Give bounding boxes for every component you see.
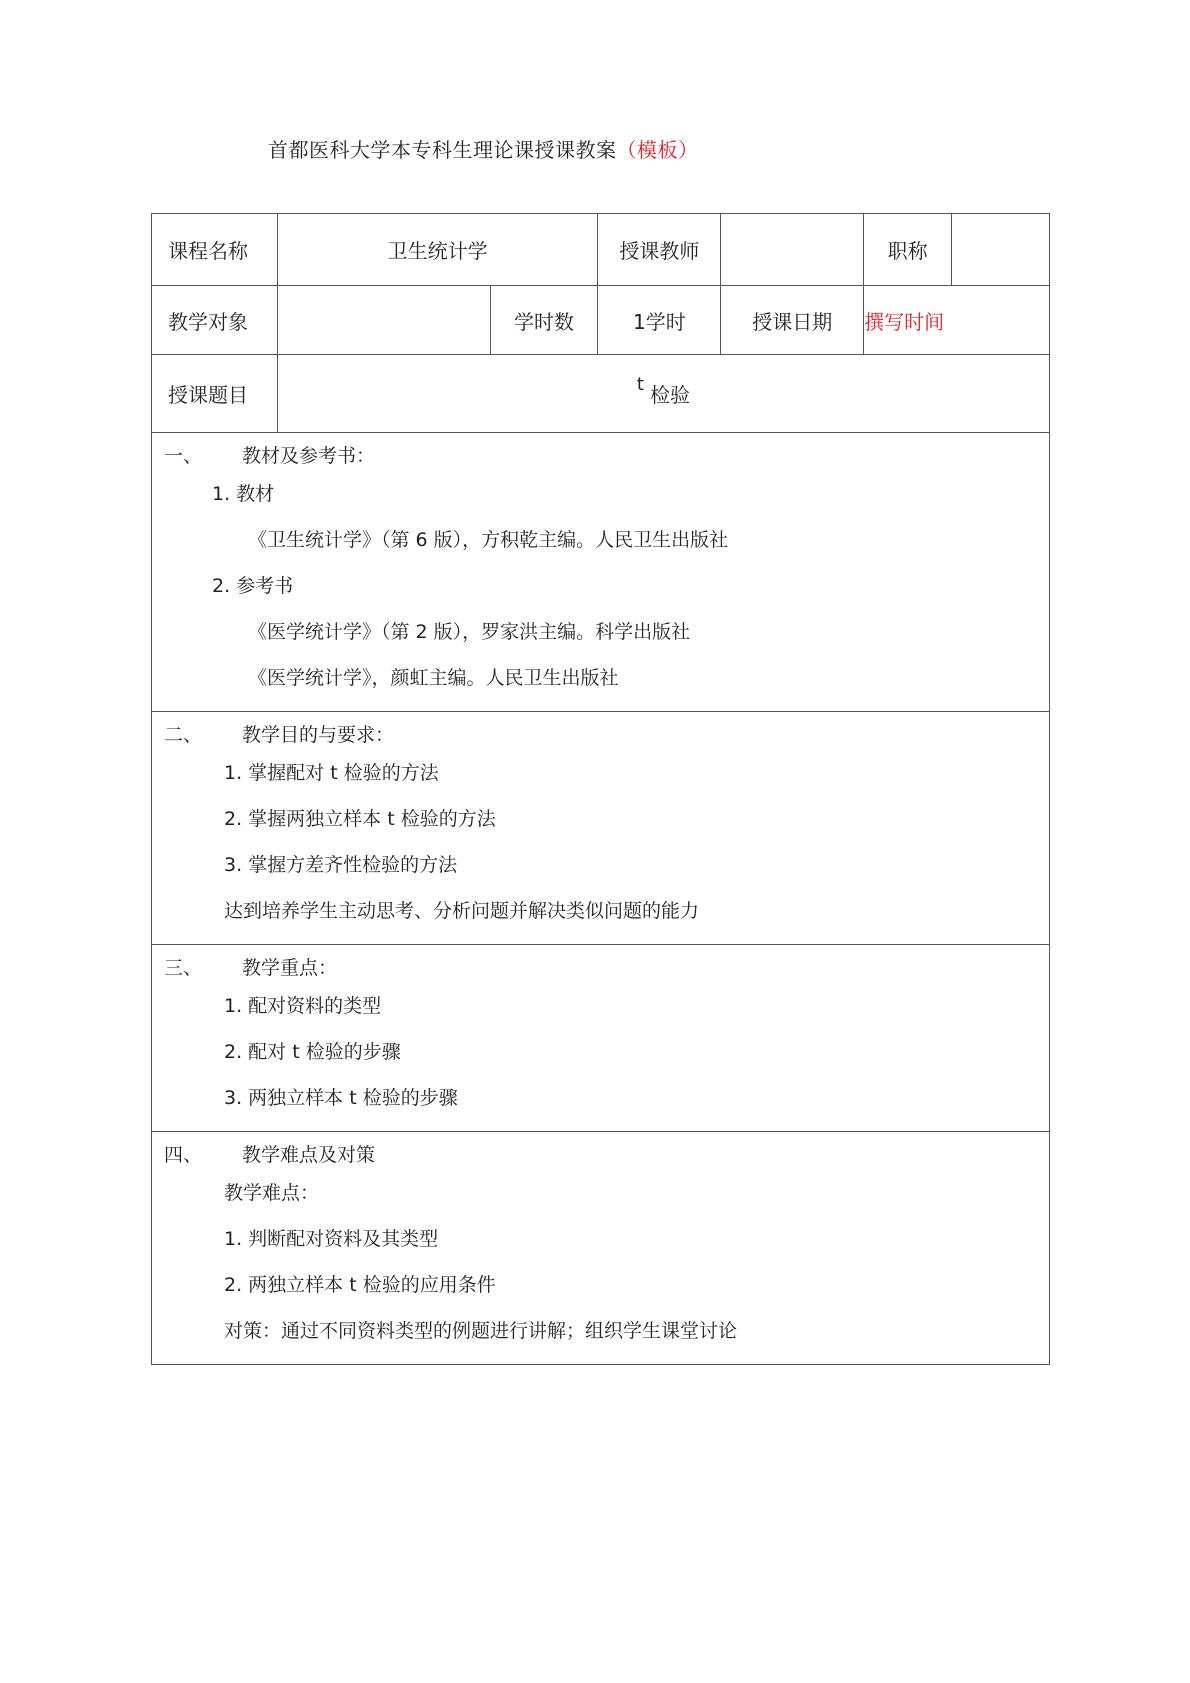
topic-t: t [636,374,644,395]
list-item: 《医学统计学》，颜虹主编。人民卫生出版社 [248,667,619,689]
title-paren: ） [678,138,699,162]
section-title: 教学难点及对策 [242,1144,376,1166]
list-item: 2. 配对 t 检验的步骤 [224,1041,401,1063]
teacher-value [721,214,864,286]
list-item: 3. 两独立样本 t 检验的步骤 [224,1087,458,1109]
section-number: 二、 [164,724,203,746]
topic-label: 授课题目 [152,355,278,433]
section-number: 一、 [164,445,203,467]
section-objectives [152,712,1050,945]
section-key-points [152,945,1050,1132]
section-title: 教学重点： [242,957,338,979]
list-item: 《卫生统计学》（第 6 版），方积乾主编。人民卫生出版社 [248,529,729,551]
rank-value [952,214,1050,286]
document-title [268,134,699,163]
audience-value [277,286,490,355]
course-name-label: 课程名称 [152,214,278,286]
list-item: 2. 参考书 [212,575,294,597]
audience-label: 教学对象 [152,286,278,355]
list-item: 1. 教材 [212,483,275,505]
topic-text: 检验 [649,383,690,407]
section-title: 教材及参考书： [242,445,376,467]
title-paren: （ [616,138,637,162]
list-item: 1. 掌握配对 t 检验的方法 [224,762,439,784]
list-item: 1. 判断配对资料及其类型 [224,1228,439,1250]
list-item: 2. 掌握两独立样本 t 检验的方法 [224,808,496,830]
lesson-plan-table [151,213,1050,1365]
list-item: 1. 配对资料的类型 [224,995,382,1017]
date-label: 授课日期 [721,286,864,355]
list-item: 达到培养学生主动思考、分析问题并解决类似问题的能力 [224,900,700,922]
teacher-label: 授课教师 [598,214,721,286]
date-value: 撰写时间 [864,286,1050,355]
section-textbooks [152,433,1050,712]
rank-label: 职称 [864,214,952,286]
list-item: 2. 两独立样本 t 检验的应用条件 [224,1274,496,1296]
title-template-tag: 模板 [637,138,678,162]
list-item: 教学难点： [224,1182,320,1204]
section-number: 三、 [164,957,203,979]
title-main: 首都医科大学本专科生理论课授课教案 [268,138,617,162]
hours-value: 1学时 [598,286,721,355]
section-number: 四、 [164,1144,203,1166]
section-difficulties [152,1132,1050,1365]
list-item: 《医学统计学》（第 2 版），罗家洪主编。科学出版社 [248,621,691,643]
topic-value [277,355,1049,433]
section-title: 教学目的与要求： [242,724,395,746]
list-item: 对策：通过不同资料类型的例题进行讲解；组织学生课堂讨论 [224,1320,738,1342]
course-name-value: 卫生统计学 [277,214,598,286]
list-item: 3. 掌握方差齐性检验的方法 [224,854,458,876]
hours-label: 学时数 [490,286,598,355]
